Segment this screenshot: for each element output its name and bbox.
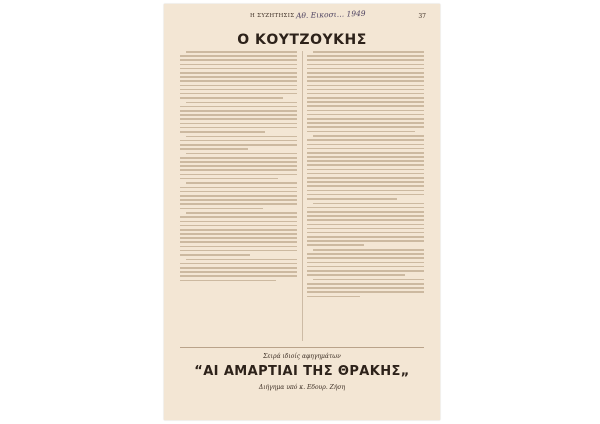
text-line: [307, 194, 424, 196]
text-line: [180, 233, 297, 235]
text-line: [307, 139, 424, 141]
text-line: [180, 93, 297, 95]
text-line: [180, 106, 297, 108]
text-line: [307, 244, 364, 246]
text-line: [307, 131, 415, 133]
text-line: [180, 267, 297, 269]
story-title: “ΑΙ ΑΜΑΡΤΙΑΙ ΤΗΣ ΘΡΑΚΗΣ„: [194, 364, 410, 379]
text-line: [180, 237, 297, 239]
text-line: [307, 144, 424, 146]
text-line: [180, 85, 297, 87]
paragraph: [180, 136, 297, 150]
text-line: [307, 232, 424, 234]
text-line: [307, 101, 424, 103]
paragraph: [180, 153, 297, 180]
text-line: [307, 236, 424, 238]
text-line: [180, 178, 278, 180]
paragraph: [180, 212, 297, 255]
text-line: [307, 283, 424, 285]
text-line: [180, 225, 297, 227]
text-line: [307, 185, 424, 187]
text-line: [307, 270, 424, 272]
text-line: [180, 123, 297, 125]
text-line: [307, 80, 424, 82]
text-line: [180, 68, 297, 70]
text-line: [180, 271, 297, 273]
text-line: [307, 211, 424, 213]
text-line: [307, 72, 424, 74]
text-line: [180, 148, 248, 150]
text-line: [307, 59, 424, 61]
text-line: [307, 219, 424, 221]
text-line: [180, 110, 297, 112]
text-line: [307, 262, 424, 264]
text-line: [180, 203, 297, 205]
text-line: [180, 97, 283, 99]
text-line: [307, 152, 424, 154]
text-line: [307, 190, 424, 192]
text-line: [307, 93, 424, 95]
text-line: [180, 250, 297, 252]
text-line: [307, 97, 424, 99]
paragraph: [307, 203, 424, 246]
text-line: [180, 114, 297, 116]
text-line: [307, 177, 424, 179]
text-line: [307, 253, 424, 255]
text-line: [307, 240, 424, 242]
text-line: [180, 191, 297, 193]
text-line: [180, 187, 297, 189]
text-line: [180, 64, 297, 66]
text-line: [313, 51, 424, 53]
text-line: [307, 164, 424, 166]
paragraph: [307, 51, 424, 132]
text-line: [307, 274, 405, 276]
text-line: [180, 254, 250, 256]
text-line: [307, 55, 424, 57]
text-line: [180, 144, 297, 146]
text-line: [307, 156, 424, 158]
text-line: [307, 126, 424, 128]
text-line: [180, 157, 297, 159]
text-line: [307, 181, 424, 183]
text-line: [180, 263, 297, 265]
text-line: [307, 173, 424, 175]
text-line: [307, 160, 424, 162]
text-line: [307, 114, 424, 116]
text-line: [307, 118, 424, 120]
text-line: [313, 249, 424, 251]
handwritten-annotation: Αθ. Εικοσι… 1949: [295, 8, 366, 21]
text-line: [180, 169, 297, 171]
text-line: [180, 72, 297, 74]
text-line: [186, 102, 297, 104]
text-line: [186, 153, 297, 155]
text-line: [180, 221, 297, 223]
running-head: Η ΣΥΖΗΤΗΣΙΣ: [250, 13, 295, 19]
page-header: [164, 10, 440, 22]
paragraph: [307, 279, 424, 297]
text-line: [313, 203, 424, 205]
story-byline: Διήγημα υπό κ. Εδουρ. Ζήση: [258, 384, 346, 391]
text-line: [180, 280, 276, 282]
text-line: [307, 228, 424, 230]
text-line: [307, 198, 397, 200]
text-line: [307, 105, 424, 107]
text-line: [186, 212, 297, 214]
text-line: [307, 110, 424, 112]
text-line: [180, 246, 297, 248]
text-line: [307, 122, 424, 124]
text-line: [186, 182, 297, 184]
text-line: [186, 136, 297, 138]
text-line: [307, 64, 424, 66]
text-line: [180, 89, 297, 91]
text-line: [313, 135, 424, 137]
text-line: [186, 51, 297, 53]
text-line: [180, 195, 297, 197]
text-line: [180, 161, 297, 163]
text-line: [307, 169, 424, 171]
paragraph: [180, 182, 297, 209]
text-line: [307, 291, 424, 293]
text-line: [180, 241, 297, 243]
text-line: [180, 127, 297, 129]
column-divider: [302, 51, 303, 341]
text-line: [180, 229, 297, 231]
text-column-right: [307, 51, 424, 300]
article-title: Ο ΚΟΥΤΖΟΥΚΗΣ: [237, 32, 367, 48]
article-body: [180, 51, 424, 341]
paragraph: [180, 259, 297, 282]
text-line: [307, 215, 424, 217]
text-line: [180, 55, 297, 57]
text-line: [180, 199, 297, 201]
paragraph: [307, 249, 424, 276]
section-divider: [180, 347, 424, 348]
text-line: [180, 216, 297, 218]
text-column-left: [180, 51, 297, 284]
text-line: [180, 208, 263, 210]
text-line: [186, 259, 297, 261]
text-line: [180, 80, 297, 82]
series-label: Σειρά ιδιοίς αφηγημάτων: [263, 353, 341, 360]
text-line: [307, 296, 360, 298]
text-line: [307, 266, 424, 268]
text-line: [180, 275, 297, 277]
text-line: [307, 287, 424, 289]
paragraph: [180, 51, 297, 99]
text-line: [180, 118, 297, 120]
text-line: [307, 85, 424, 87]
text-line: [180, 131, 265, 133]
text-line: [180, 174, 297, 176]
text-line: [180, 140, 297, 142]
text-line: [307, 76, 424, 78]
text-line: [180, 59, 297, 61]
text-line: [307, 224, 424, 226]
text-line: [307, 207, 424, 209]
text-line: [180, 165, 297, 167]
text-line: [313, 279, 424, 281]
text-line: [307, 148, 424, 150]
text-line: [180, 76, 297, 78]
text-line: [307, 68, 424, 70]
paragraph: [307, 135, 424, 199]
text-line: [307, 89, 424, 91]
page-number: 37: [418, 13, 426, 20]
paragraph: [180, 102, 297, 133]
magazine-page: [164, 4, 440, 420]
text-line: [307, 257, 424, 259]
